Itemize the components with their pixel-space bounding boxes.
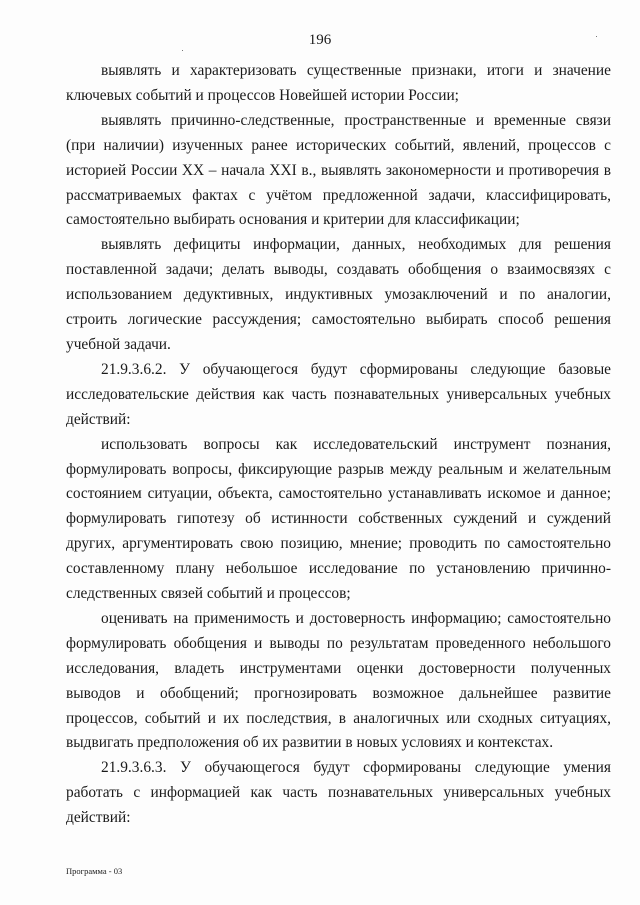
footer-program-label: Программа - 03 bbox=[66, 866, 123, 876]
paragraph: 21.9.3.6.2. У обучающегося будут сформированы следующие базовые исследовательские действия как часть познавательных универсальных учебных действий: bbox=[66, 360, 611, 428]
paragraph: оценивать на применимость и достоверность информацию; самостоятельно формулировать обобщения и выводы по результатам проведенного небольшого исследования, владеть инструментами оценки достоверности полученных выводов и обобщений; прогнозировать возможное дальнейшее развитие процессов, событий и их последствия, в аналогичных или сходных ситуациях, выдвигать предположения об их развитии в новых условиях и контекстах. bbox=[66, 609, 611, 752]
page-number: 196 bbox=[308, 32, 332, 48]
paragraph: выявлять причинно-следственные, пространственные и временные связи (при наличии) изученных ранее исторических событий, явлений, процессов с историей России XX – начала XXI в., выявлять закономерности и противоречия в рассматриваемых фактах с учётом предложенной задачи, классифицировать, самостоятельно выбирать основания и критерии для классификации; bbox=[66, 111, 611, 229]
paragraph: выявлять и характеризовать существенные признаки, итоги и значение ключевых событий и процессов Новейшей истории России; bbox=[66, 62, 611, 104]
scan-speck bbox=[596, 36, 597, 37]
paragraph: использовать вопросы как исследовательский инструмент познания, формулировать вопросы, фиксирующие разрыв между реальным и желательным состоянием ситуации, объекта, самостоятельно устанавливать искомое и данное; формулировать гипотезу об истинности собственных суждений и суждений других, аргументировать свою позицию, мнение; проводить по самостоятельно составленному плану небольшое исследование по установлению причинно-следственных связей событий и процессов; bbox=[66, 435, 611, 603]
document-body bbox=[66, 59, 611, 831]
paragraph: выявлять дефициты информации, данных, необходимых для решения поставленной задачи; делать выводы, создавать обобщения о взаимосвязях с использованием дедуктивных, индуктивных умозаключений и по аналогии, строить логические рассуждения; самостоятельно выбирать способ решения учебной задачи. bbox=[66, 236, 611, 353]
scan-speck bbox=[182, 50, 183, 51]
paragraph: 21.9.3.6.3. У обучающегося будут сформированы следующие умения работать с информацией как часть познавательных универсальных учебных действий: bbox=[66, 759, 611, 827]
